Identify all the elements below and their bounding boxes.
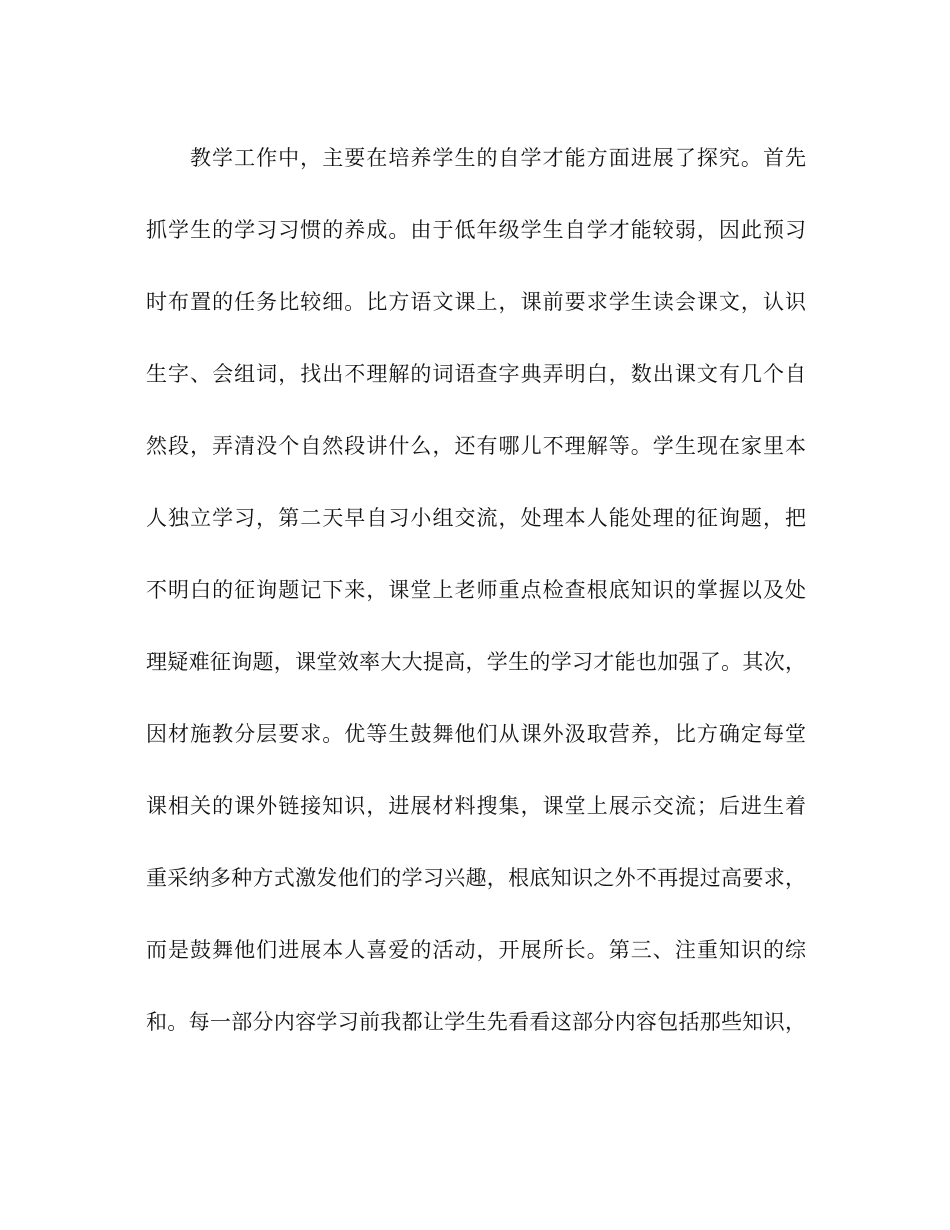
text-line: 人独立学习，第二天早自习小组交流，处理本人能处理的征询题，把 [146,506,806,530]
body-paragraph [146,140,806,1076]
text-line: 而是鼓舞他们进展本人喜爱的活动，开展所长。第三、注重知识的综 [146,938,806,962]
text-line: 然段，弄清没个自然段讲什么，还有哪儿不理解等。学生现在家里本 [146,434,806,458]
text-line: 重采纳多种方式激发他们的学习兴趣，根底知识之外不再提过高要求， [146,866,806,890]
text-line: 因材施教分层要求。优等生鼓舞他们从课外汲取营养，比方确定每堂 [146,722,806,746]
text-line: 生字、会组词，找出不理解的词语查字典弄明白，数出课文有几个自 [146,362,806,386]
text-line: 理疑难征询题，课堂效率大大提高，学生的学习才能也加强了。其次， [146,650,806,674]
text-line: 和。每一部分内容学习前我都让学生先看看这部分内容包括那些知识， [146,1010,806,1034]
text-line: 课相关的课外链接知识，进展材料搜集，课堂上展示交流；后进生着 [146,794,806,818]
text-line: 时布置的任务比较细。比方语文课上，课前要求学生读会课文，认识 [146,290,806,314]
text-line: 教学工作中，主要在培养学生的自学才能方面进展了探究。首先 [190,146,806,170]
text-line: 抓学生的学习习惯的养成。由于低年级学生自学才能较弱，因此预习 [146,218,806,242]
text-line: 不明白的征询题记下来，课堂上老师重点检查根底知识的掌握以及处 [146,578,806,602]
